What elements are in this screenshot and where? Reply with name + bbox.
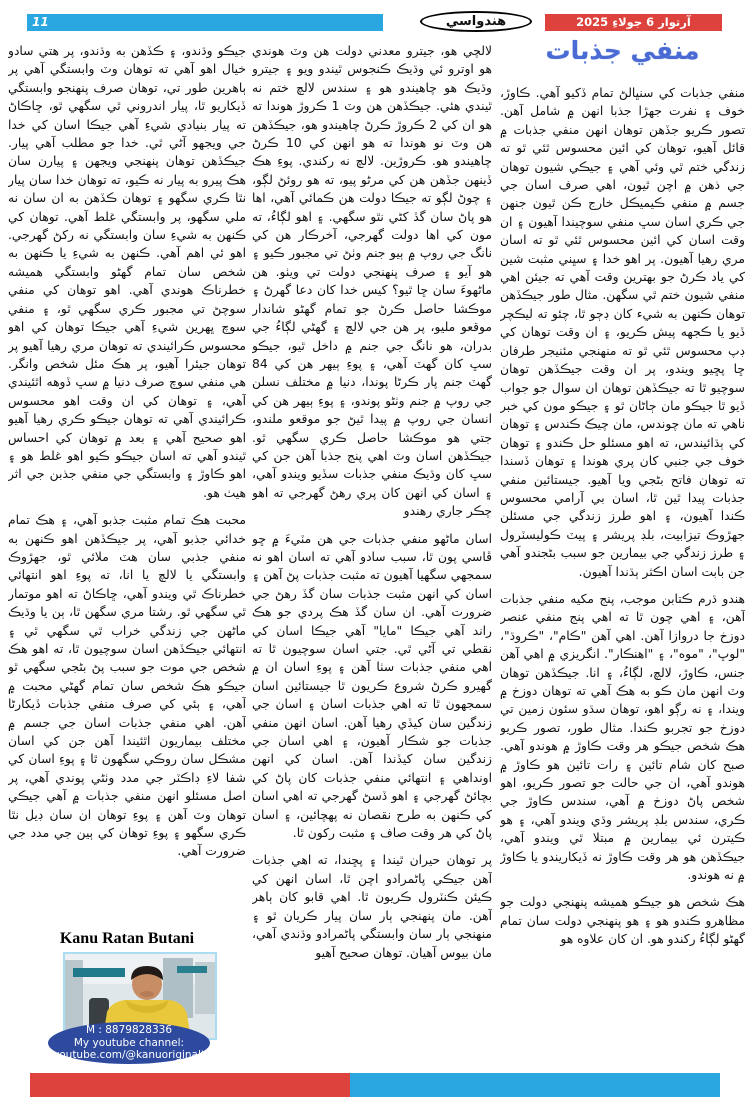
paragraph: منفي جذبات کي سنڀالڻ تمام ڏکيو آهي. ڪاوڙ، خوف ۽ نفرت جهڙا جذبا انهن ۾ شامل آهن. تصور ڪريو جڏهن توهان انهن منفي جذبات ۾ قائل آهيو، توهان کي ائين محسوس ٿئي ٿو ته زندگي ختم ٿي وئي آهي ۽ جيڪي شيون توهان جي ذهن ۾ اچن ٿيون، اهي صرف اسان جي جسم ۾ منفي ڪيميڪل خارج ڪن ٿيون جنهن جي ڪري اسان سڀ منفي سوچيندا آهيون ۽ ان وقت اسان کي ائين محسوس ٿئي ٿو ته اسان مري رهيا آهيون. پر اهو خدا ۽ سڀني مثبت شين کي ياد ڪرڻ جو بهترين وقت آهي ته جيئن اهي منفي شيون ختم ٿي سگهن. مثال طور جيڪڏهن توهان ڪنهن به شيء کان ڊڄو ٿا، چئو ته ليڪچر ڏيو يا ڪجهه پيش ڪريو، ۽ ان وقت توهان کي ڊپ محسوس ٿئي ٿو ته منهنجي مئنيجر طرفان ڇا پڇيو ويندو، پر ان وقت جيڪڏهن توهان سوچيو ٿا ته جيڪڏهن توهان ان سوال جو جواب ڏيو ٿا جيڪو مان ڄاڻان ٿو ۽ جيڪو مون کي خبر ناهي ته مان چوندس، مان چيڪ ڪندس ۽ توهان کي ٻڌائيندس، ته اهو مسئلو حل ڪندو ۽ توهان خوف جي جنبي کان پري هوندا ۽ توهان ڏسندا ته توهان فاتح بڻجي ويا آهيو. جيستائين منفي جذبات پيدا ٿين ٿا، اسان بي آرامي محسوس ڪندا آهيون، ۽ اهو طرز زندگي جي مسئلن جهڙوڪ تيزابيت، بلڊ پريشر ۽ پيٽ ڪوليسٽرول ۽ طرز زندگي جي بيمارين جو سبب بڻجندو آهي جن بابت اسان اڪثر ٻڌندا آهيون.	[500, 86, 745, 579]
paragraph: اسان ماڻهو منفي جذبات جي هن مٽيءَ ۾ ڇو ڦاسي پون ٿا، سبب سادو آهي ته اسان اهو نه سمجهي سگهيا آهيون ته مثبت جذبات پڻ آهن ۽ اسان کي انهن مثبت جذبات سان گڏ رهڻ جي ضرورت آهي. ان سان گڏ هڪ پردي جو هڪ راند آهي جيڪا "مايا" آهي جيڪا اسان کي نقطي تي آڻي ٿي. جتي اسان سوچيون ٿا ته اهي منفي جذبات سٺا آهن ۽ پوءِ اسان ان ۾ گهيرو ڪرڻ شروع ڪريون ٿا جيستائين اسان سمجهون ٿا ته اهي جذبات اسان ۽ اسان جي زندگين سان کيڏي رهيا آهن. اسان انهن منفي جذبات جو شڪار آهيون، ۽ اهي اسان جي زندگين سان کيڏندا آهن. اسان کي انهن اونداهي ۽ انتهائي منفي جذبات کان پاڻ کي بچائڻ گهرجي ۽ اهو ڏسڻ گهرجي ته اهي اسان کي ڪنهن به طرح نقصان نه پهچائين، ۽ اسان پاڻ کي هر وقت صاف ۽ مثبت رکون ٿا.	[252, 531, 492, 841]
header-blue-bar	[27, 14, 383, 31]
article-column-right	[500, 84, 745, 1066]
youtube-channel-url: www.youtube.com/@kanuoriginaltracks	[24, 1049, 234, 1062]
paragraph: هندو ڌرم ڪتابن موجب، پنج مکيه منفي جذبات آهن، ۽ اهي چون ٿا ته اهي پنج منفي عنصر دوزخ جا دروازا آهن. اهي آهن "ڪام"، "ڪروڌ"، "لوڀ"، "موه"، ۽ "اهنڪار". انگريزي ۾ اهي آهن جنس، ڪاوڙ، لالچ، لڳاءُ، ۽ انا. جيڪڏهن توهان وٽ انهن مان ڪو به هڪ آهي ته توهان دوزخ ۾ ويندا، ۽ نه رڳو اهو، توهان سڌو سئون زمين تي دوزخ جو تجربو ڪندا. مثال طور، تصور ڪريو هڪ شخص جيڪو هر وقت ڪاوڙ ۾ هوندو آهي. صبح کان شام تائين ۽ رات تائين هو ڪاوڙ ۾ هوندو آهي، ان جي حالت جو تصور ڪريو، اهو شخص پاڻ دوزخ ۾ آهي، سندس ڪاوڙ جي ڪري، سندس بلڊ پريشر وڌي ويندو آهي، ۽ هو ڪيترن ئي بيمارين ۾ مبتلا ٿي ويندو آهي، جيڪڏهن هو هر وقت ڪاوڙ نه ڏيکاريندو يا ڪاوڙ ۾ نه هوندو.	[500, 591, 745, 883]
article-column-left	[8, 42, 246, 928]
article-title: منفي جذبات	[545, 36, 700, 65]
paragraph: هڪ شخص هو جيڪو هميشه پنهنجي دولت جو مظاهرو ڪندو هو ۽ هو پنهنجي دولت سان تمام گهڻو لڳاءُ رکندو هو. ان کان علاوه هو	[500, 895, 745, 947]
footer-blue-bar	[350, 1073, 720, 1097]
paragraph: لالچي هو، جيترو معدني دولت هن وٽ هوندي هو اوترو ئي وڌيڪ ڪنجوس ٿيندو ويو ۽ جيترو وڌيڪ هو چاهيندو هو ۽ سندس لالچ ختم نه ٿيندي هئي. جيڪڏهن هن وٽ 1 ڪروڙ هوندا ته هو ان کي 2 ڪروڙ ڪرڻ چاهيندو هو، جيڪڏهن هن وٽ نو هوندا ته هو انهن کي 10 ڪرڻ چاهيندو هو. ڪروڙين. لالچ نه رکندي. پوءِ هڪ ڏينهن جڏهن هن کي مرڻو پيو، ته هو روئڻ لڳو، ۽ چوڻ لڳو ته جيڪا دولت هن ڪمائي آهي، اها هو پاڻ سان گڏ کڻي نٿو سگهي. ۽ اهو لڳاءُ، ته مون کي اها دولت گهرجي، آخرڪار هن کي نانگ جي روپ ۾ ٻيو جنم وٺڻ تي مجبور ڪيو ۽ هو آيو ۽ صرف پنهنجي دولت تي ويٺو. هن ماڻهوءَ سان ڇا ٿيو؟ کيس خدا کان دعا گهرڻ ۽ موڪشا حاصل ڪرڻ جو تمام گهڻو شاندار موقعو مليو، پر هن جي لالچ ۽ گهڻي لڳاءُ جي بدران، هو نانگ جي جنم ۾ داخل ٿيو، جيڪو سڀ کان گهٽ آهي، ۽ پوءِ ٻيهر هن کي 84 گهٽ جنم پار ڪرڻا پوندا، دنيا ۾ مختلف نسلن جي روپ ۾ جنم وٺڻو پوندو، ۽ پوءِ ٻيهر هن کي انسان جي روپ ۾ پيدا ٿيڻ جو موقعو ملندو، جتي هو موڪشا حاصل ڪري سگهي ٿو. جيڪڏهن اسان وٽ اهي پنج جذبا آهن جن کي سڀ کان وڌيڪ منفي جذبات سڏيو ويندو آهي، ۽ اسان کي انهن کان پري رهڻ گهرجي ته اهو چڪر جاري رهندو	[252, 44, 492, 519]
paragraph: جيڪو وڌندو، ۽ ڪڏهن به وڌندو، پر هتي سادو خيال اهو آهي ته توهان وٽ وابستگي آهي پر ٻاهرين طور تي، توهان صرف پنهنجو وابستگي ڏيکاريو ٿا، پيار اندروني ٿي سگهي ٿو، ڇاڪاڻ ته پيار بنيادي شيءِ آهي جيڪا اسان کي خدا جي ويجهو آڻي ٿي. خدا جو مطلب آهي پيار. جيڪڏهن توهان پنهنجي ويجهن ۽ پيارن سان هڪ پيرو به پيار نه ڪيو، ته توهان خدا سان پيار نٿا ڪري سگهو ۽ توهان ڪڏهن به ان سان نه ملي سگهو، پر وابستگي غلط آهي. توهان کي ڪنهن به شيءِ سان وابستگي نه رکڻ گهرجي. اهو ئي اهم آهي. ڪنهن به شيءِ يا ڪنهن به شخص سان تمام گهڻو وابستگي هميشه خطرناڪ هوندي آهي. اهو توهان کي منفي سوچڻ تي مجبور ڪري سگهي ٿو، ۽ منفي سوچ ڀهرين شيءِ آهي جيڪا توهان کي اهو محسوس ڪرائيندي ته توهان مري رهيا آهيو پر توهان جيئرا آهيو، پر هڪ مئل شخص وانگر. هي منفي سوچ صرف دنيا ۾ سڀ ڏوهه اٿئيندي آهي، ۽ توهان کي ان وقت اهو محسوس ڪرائيندي آهي ته توهان جيڪو ڪري رهيا آهيو اهو صحيح آهي ۽ بعد ۾ توهان کي احساس ٿيندو آهي ته اسان جيڪو ڪيو اهو غلط هو ۽ اهو ڪاوڙ ۽ وابستگي جي منفي جذبن جي اثر هيٺ هو.	[8, 44, 246, 500]
page-number: 11	[32, 15, 49, 29]
footer-red-bar	[30, 1073, 350, 1097]
youtube-channel-label: My youtube channel:	[73, 1036, 185, 1049]
contact-badge	[24, 1022, 234, 1064]
newspaper-logo	[420, 11, 532, 32]
paragraph: محبت هڪ تمام مثبت جذبو آهي، ۽ هڪ تمام خدائي جذبو آهي، پر جيڪڏهن اهو ڪنهن به منفي جذبي سان هٽ ملائي ٿو، جهڙوڪ وابستگي يا لالچ يا انا، ته پوءِ اهو انتهائي خطرناڪ ٿي ويندو آهي، ڇاڪاڻ ته اهو موتمار ٿي سگهي ٿو. رشتا مري سگهن ٿا، ٻن يا وڌيڪ ماڻهن جي زندگي خراب ٿي سگهي ٿي ۽ انتهائي جيڪڏهن اسان سوچيون ٿا، ته اهو هڪ شخص جي موت جو سبب پڻ بڻجي سگهي ٿو جيڪو هڪ شخص سان تمام گهڻي محبت ۾ آهي، ۽ ٻئي کي صرف منفي جذبات ڏيکارڻا آهن. اهي منفي جذبات اسان جي جسم ۾ مختلف بيماريون اٿئيندا آهن جن کي اسان مشڪل سان روڪي سگهون ٿا ۽ پوءِ اسان کي شفا لاءِ ڊاڪٽر جي مدد وٺڻي پوندي آهي، پر اصل مسئلو انهن منفي جذبات ۾ آهي جيڪي توهان وٽ آهن ۽ پوءِ توهان ان سان ڊيل نٿا ڪري سگهو ۽ پوءِ توهان کي ٻين جي مدد جي ضرورت آهي.	[8, 513, 246, 859]
paragraph: پر توهان حيران ٿيندا ۽ پڇندا، ته اهي جذبات آهن جيڪي پاڻمرادو اچن ٿا، اسان انهن کي ڪيئن ڪنٽرول ڪريون ٿا. اهي قابو کان ٻاهر آهن. مان پنهنجي ٻار سان پيار ڪريان ٿو ۽ منهنجي ٻار سان وابستگي پاڻمرادو وڌندي آهي، مان بيوس آهيان. توهان صحيح آهيو	[252, 853, 492, 960]
header-date-bar	[545, 14, 722, 31]
newspaper-logo-text: هندواسي	[445, 14, 507, 29]
article-column-middle	[252, 42, 492, 1066]
phone-number: M : 8879828336	[85, 1024, 173, 1037]
author-name: Kanu Ratan Butani	[59, 930, 195, 947]
issue-date: آرتوار 6 جولاءِ 2025	[576, 15, 691, 29]
